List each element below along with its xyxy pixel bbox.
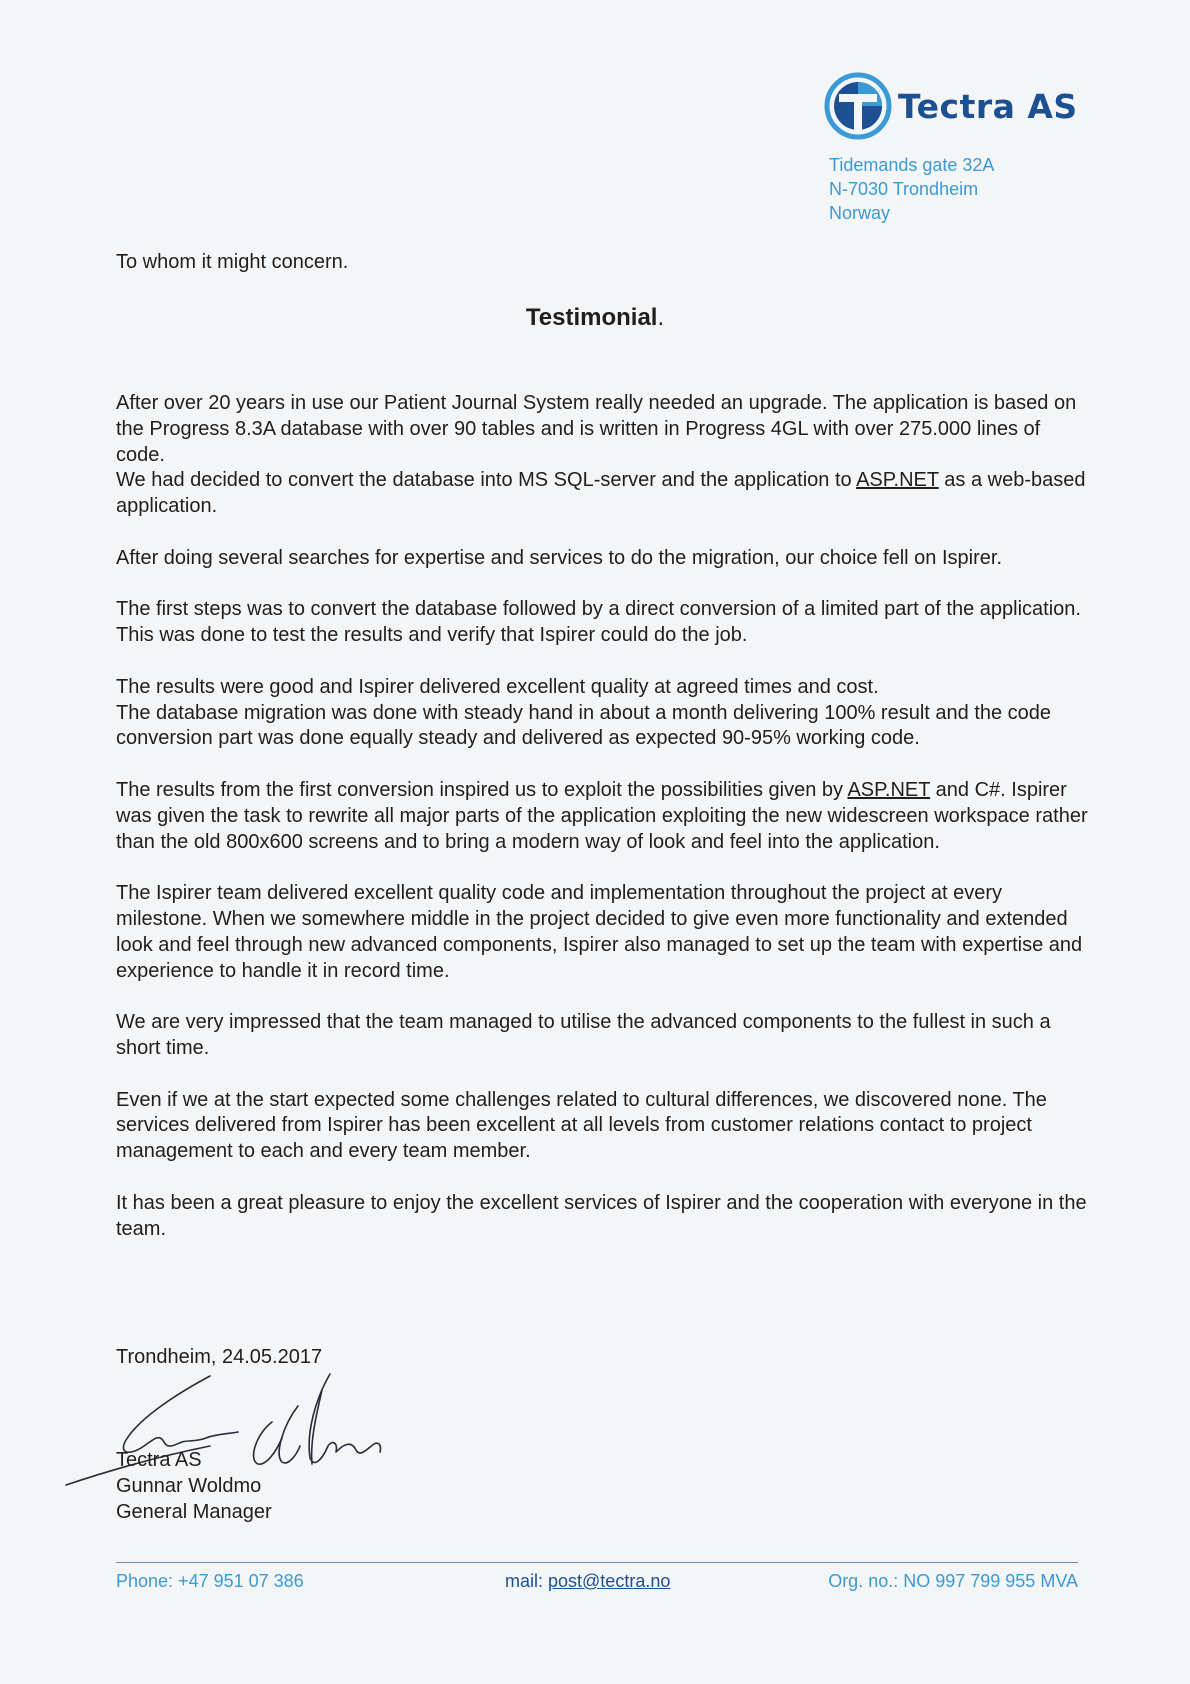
signatory-role: General Manager (116, 1501, 272, 1523)
footer-org-number: Org. no.: NO 997 799 955 MVA (828, 1571, 1078, 1591)
paragraph-text: as a web-based application. (116, 469, 1086, 518)
signatory-name: Gunnar Woldmo (116, 1475, 262, 1497)
title-text: Testimonial (525, 304, 658, 331)
address-line: Norway (829, 203, 891, 223)
address-line: Tidemands gate 32A (829, 155, 995, 175)
paragraph (116, 778, 1090, 855)
salutation: To whom it might concern. (116, 251, 349, 273)
place-date: Trondheim, 24.05.2017 (116, 1346, 323, 1368)
paragraph-text: The database migration was done with steady hand in about a month delivering 100% result and the code conversion part was done equally steady and delivered as expected 90-95% working code. (116, 701, 1052, 750)
title-period: . (657, 304, 665, 331)
signatory-block (116, 1447, 272, 1525)
signatory-company: Tectra AS (116, 1449, 202, 1471)
paragraph: We are very impressed that the team managed to utilise the advanced components to the fullest in such a short time. (116, 1011, 1051, 1059)
paragraph (116, 391, 1090, 520)
paragraph-text: We had decided to convert the database into MS SQL-server and the application to (116, 469, 857, 492)
paragraph: After doing several searches for expertise and services to do the migration, our choice fell on Ispirer. (116, 546, 1003, 569)
company-address (829, 153, 994, 225)
paragraph-text: The results were good and Ispirer delivered excellent quality at agreed times and cost. (116, 675, 879, 698)
aspnet-link[interactable]: ASP.NET (847, 778, 931, 801)
paragraph: Even if we at the start expected some challenges related to cultural differences, we discovered none. The services delivered from Ispirer has been excellent at all levels from customer relations contact to project management to each and every team member. (116, 1088, 1047, 1163)
footer-divider (116, 1562, 1078, 1563)
paragraph (116, 675, 1090, 752)
company-logo-text: Tectra AS (898, 86, 1078, 126)
aspnet-link[interactable]: ASP.NET (856, 469, 939, 492)
footer-mail-label: mail: (505, 1571, 549, 1591)
footer-phone: Phone: +47 951 07 386 (116, 1571, 304, 1591)
tectra-logo-icon (822, 70, 894, 142)
letter-body (116, 391, 1090, 1268)
paragraph: The first steps was to convert the database followed by a direct conversion of a limited part of the application. This was done to test the results and verify that Ispirer could do the job. (116, 598, 1081, 647)
footer-mail (505, 1571, 670, 1592)
document-title (0, 304, 1190, 332)
paragraph: The Ispirer team delivered excellent quality code and implementation throughout the project at every milestone. When we somewhere middle in the project decided to give even more functionality and extended look and feel through new advanced components, Ispirer also managed to set up the team with expertise and experience to handle it in record time. (116, 882, 1083, 982)
footer-mail-link[interactable]: post@tectra.no (548, 1571, 671, 1591)
paragraph-text: and C#. Ispirer was given the task to rewrite all major parts of the application exploiting the new widescreen workspace rather than the old 800x600 screens and to bring a modern way of look and feel into the application. (116, 778, 1088, 853)
address-line: N-7030 Trondheim (829, 179, 979, 199)
paragraph-text: After over 20 years in use our Patient Journal System really needed an upgrade. The application is based on the Progress 8.3A database with over 90 tables and is written in Progress 4GL with over 275.000 lines of code. (116, 392, 1077, 466)
paragraph: It has been a great pleasure to enjoy the excellent services of Ispirer and the cooperation with everyone in the team. (116, 1191, 1087, 1240)
paragraph-text: The results from the first conversion inspired us to exploit the possibilities given by (116, 778, 848, 801)
company-logo (822, 68, 1078, 144)
